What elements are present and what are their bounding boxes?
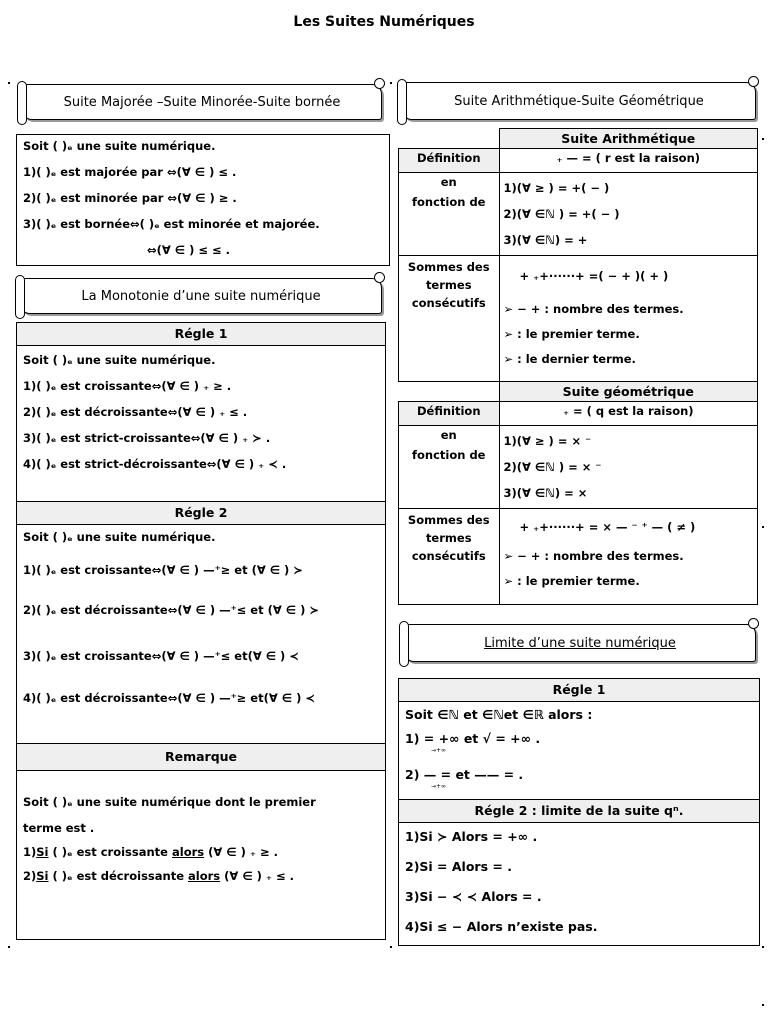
regle2-line-4: 4)( )ₑ est décroissante⇔(∀ ∈ ) —⁺≥ et(∀ ∈ ) ≺: [23, 691, 315, 705]
bornee-line-0: Soit ( )ₑ une suite numérique.: [23, 139, 216, 153]
regle1-line-2: 2)( )ₑ est décroissante⇔(∀ ∈ ) ₊ ≤ .: [23, 405, 248, 419]
regle1-header: Régle 1: [17, 323, 385, 346]
arith-fn-line-1: 2)(∀ ∈ℕ ) = +( − ): [503, 207, 620, 221]
limite-r1-sub-0: →+∞: [431, 747, 447, 754]
arith-def-label: Définition: [399, 149, 500, 173]
bornee-line-1: 1)( )ₑ est majorée par ⇔(∀ ∈ ) ≤ .: [23, 165, 237, 179]
arith-fn-label-1: fonction de: [412, 195, 486, 209]
limite-r1-line-1: 1) = +∞ et √ = +∞ .: [405, 731, 541, 746]
geom-fn-label: [399, 426, 500, 509]
geom-def-label: Définition: [399, 402, 500, 426]
geom-fn-line-2: 3)(∀ ∈ℕ) = ×: [503, 486, 588, 500]
bornee-line-3: 3)( )ₑ est bornée⇔( )ₑ est minorée et majorée.: [23, 217, 320, 231]
geom-def-value: ₊ = ( q est la raison): [499, 402, 758, 426]
geom-sum-label: [399, 509, 500, 605]
geom-fn-label-1: fonction de: [412, 448, 486, 462]
geom-sum-label-0: Sommes des: [407, 513, 490, 527]
limite-title: Limite d’une suite numérique: [484, 635, 676, 651]
regle2-line-2: 2)( )ₑ est décroissante⇔(∀ ∈ ) —⁺≤ et (∀ ∈ ) ≻: [23, 603, 319, 617]
arith-fn-lines: [499, 173, 758, 256]
limite-r2-line-0: 1)Si ≻ Alors = +∞ .: [405, 829, 538, 844]
arith-header: Suite Arithmétique: [499, 129, 758, 149]
remarque-cond-2: (∀ ∈ ) ₊ ≤ .: [224, 869, 294, 883]
margin-dot: [390, 946, 392, 948]
remarque-line-0: Soit ( )ₑ une suite numérique dont le premier: [23, 795, 316, 809]
arith-geom-title-banner: [402, 82, 756, 120]
remarque-si-2: Si: [36, 869, 49, 883]
limite-regle1-header: Régle 1: [399, 679, 759, 702]
regle1-line-3: 3)( )ₑ est strict-croissante⇔(∀ ∈ ) ₊ ≻ .: [23, 431, 271, 445]
geom-sum-label-1: termes: [425, 531, 472, 545]
bornee-title-banner: [22, 84, 382, 120]
arith-sum-label-2: consécutifs: [411, 296, 486, 310]
geom-fn-line-0: 1)(∀ ≥ ) = × ⁻: [503, 434, 592, 448]
bornee-box: [16, 134, 390, 266]
regle1-line-0: Soit ( )ₑ une suite numérique.: [23, 353, 216, 367]
limite-r1-line-0: Soit ∈ℕ et ∈ℕet ∈ℝ alors :: [405, 707, 593, 722]
remarque-cond-1: (∀ ∈ ) ₊ ≥ .: [208, 845, 278, 859]
limite-box: [398, 678, 760, 946]
arith-fn-line-0: 1)(∀ ≥ ) = +( − ): [503, 181, 610, 195]
margin-dot: [762, 138, 764, 140]
remarque-seq-2: ( )ₑ: [52, 869, 73, 883]
monotonie-title: La Monotonie d’une suite numérique: [81, 288, 321, 304]
limite-title-banner: [404, 624, 756, 662]
page-title: Les Suites Numériques: [293, 14, 475, 30]
geom-sum-label-2: consécutifs: [411, 549, 486, 563]
limite-r1-sub-1: →+∞: [431, 783, 447, 790]
regle2-line-1: 1)( )ₑ est croissante⇔(∀ ∈ ) —⁺≥ et (∀ ∈ ) ≻: [23, 563, 303, 577]
regle1-line-1: 1)( )ₑ est croissante⇔(∀ ∈ ) ₊ ≥ .: [23, 379, 232, 393]
regle2-line-3: 3)( )ₑ est croissante⇔(∀ ∈ ) —⁺≤ et(∀ ∈ ) ≺: [23, 649, 299, 663]
remarque-alors-2: alors: [188, 869, 221, 883]
limite-r2-line-2: 3)Si − ≺ ≺ Alors = .: [405, 889, 542, 904]
geom-fn-label-0: en: [440, 428, 457, 442]
arith-def-value: ₊ — = ( r est la raison): [499, 149, 758, 173]
regle2-line-0: Soit ( )ₑ une suite numérique.: [23, 530, 216, 544]
remarque-num-1: 1): [23, 845, 37, 859]
arith-sum-lines: [499, 256, 758, 382]
margin-dot: [762, 526, 764, 528]
geom-fn-line-1: 2)(∀ ∈ℕ ) = × ⁻: [503, 460, 602, 474]
geom-fn-lines: [499, 426, 758, 509]
remarque-header: Remarque: [17, 743, 385, 771]
remarque-line-2: [23, 845, 278, 859]
monotonie-title-banner: [20, 278, 382, 314]
limite-r2-line-3: 4)Si ≤ − Alors n’existe pas.: [405, 919, 598, 934]
remarque-si-1: Si: [36, 845, 49, 859]
limite-regle2-header: Régle 2 : limite de la suite qⁿ.: [399, 799, 759, 823]
remarque-decroissante: est décroissante: [76, 869, 185, 883]
arith-table: [398, 128, 758, 605]
margin-dot: [8, 82, 10, 84]
geom-sum-line-0: + ₊+······+ = × — ⁻ ⁺ — ( ≠ ): [519, 520, 696, 534]
limite-r2-line-1: 2)Si = Alors = .: [405, 859, 512, 874]
geom-sum-line-1: ➢ − + : nombre des termes.: [503, 549, 684, 563]
geom-header: Suite géométrique: [499, 382, 758, 402]
monotonie-box: [16, 322, 386, 940]
margin-dot: [390, 82, 392, 84]
remarque-croissante: est croissante: [76, 845, 168, 859]
regle1-line-4: 4)( )ₑ est strict-décroissante⇔(∀ ∈ ) ₊ ≺ .: [23, 457, 287, 471]
bornee-line-4: ⇔(∀ ∈ ) ≤ ≤ .: [147, 243, 231, 257]
geom-sum-lines: [499, 509, 758, 605]
arith-sum-label-0: Sommes des: [407, 260, 490, 274]
arith-fn-label: [399, 173, 500, 256]
arith-sum-line-1: ➢ − + : nombre des termes.: [503, 302, 684, 316]
margin-dot: [762, 1004, 764, 1006]
regle2-header: Régle 2: [17, 501, 385, 525]
margin-dot: [8, 946, 10, 948]
arith-fn-line-2: 3)(∀ ∈ℕ) = +: [503, 233, 588, 247]
bornee-line-2: 2)( )ₑ est minorée par ⇔(∀ ∈ ) ≥ .: [23, 191, 237, 205]
remarque-num-2: 2): [23, 869, 37, 883]
arith-fn-label-0: en: [440, 175, 457, 189]
arith-sum-label: [399, 256, 500, 382]
limite-r1-line-2: 2) — = et —— = .: [405, 767, 524, 782]
bornee-title: Suite Majorée –Suite Minorée-Suite bornée: [63, 94, 341, 110]
arith-sum-label-1: termes: [425, 278, 472, 292]
arith-sum-line-3: ➢ : le dernier terme.: [503, 352, 636, 366]
arith-geom-title: Suite Arithmétique-Suite Géométrique: [454, 93, 704, 109]
remarque-line-1: terme est .: [23, 821, 95, 835]
geom-sum-line-2: ➢ : le premier terme.: [503, 574, 640, 588]
arith-sum-line-0: + ₊+······+ =( − + )( + ): [519, 269, 669, 283]
remarque-alors-1: alors: [172, 845, 205, 859]
remarque-seq-1: ( )ₑ: [52, 845, 73, 859]
remarque-line-3: [23, 869, 294, 883]
arith-sum-line-2: ➢ : le premier terme.: [503, 327, 640, 341]
margin-dot: [762, 946, 764, 948]
